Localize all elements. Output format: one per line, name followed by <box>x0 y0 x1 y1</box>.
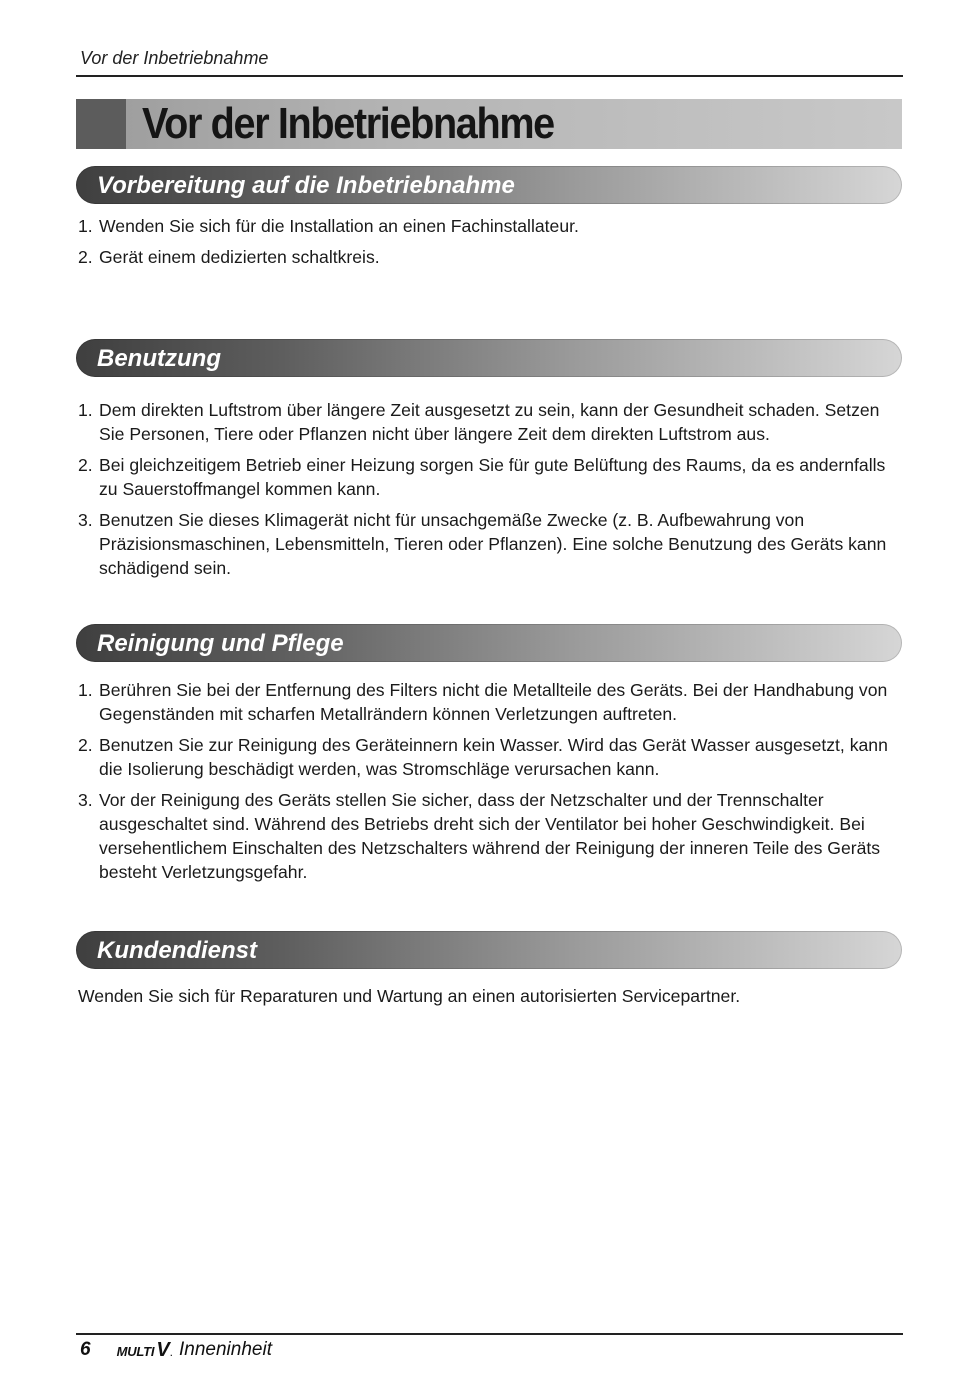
item-text: Gerät einem dedizierten schaltkreis. <box>99 247 380 267</box>
list-item <box>78 214 904 238</box>
item-number: 2. <box>78 735 93 755</box>
item-text: Benutzen Sie zur Reinigung des Geräteinnern kein Wasser. Wird das Gerät Wasser ausgesetzt, kann die Isolierung beschädigt werden, was Stromschläge verursachen kann. <box>99 735 888 779</box>
item-text: Wenden Sie sich für die Installation an einen Fachinstallateur. <box>99 216 579 236</box>
item-text: Benutzen Sie dieses Klimagerät nicht für unsachgemäße Zwecke (z. B. Aufbewahrung von Präzisionsmaschinen, Lebensmitteln, Tieren oder Pflanzen). Eine solche Benutzung des Geräts kann schädigend sein. <box>99 510 887 578</box>
footer <box>80 1338 272 1362</box>
item-number: 3. <box>78 790 93 810</box>
section-title: Vorbereitung auf die Inbetriebnahme <box>97 172 515 199</box>
footer-rule <box>76 1333 903 1335</box>
list-item <box>78 733 904 781</box>
page-title: Vor der Inbetriebnahme <box>142 99 554 148</box>
list-item <box>78 398 904 446</box>
section-header-benutzung <box>76 339 902 377</box>
list-item <box>78 788 904 884</box>
item-number: 2. <box>78 247 93 267</box>
page-number: 6 <box>80 1339 91 1360</box>
multi-v-logo <box>117 1340 173 1360</box>
list-item <box>78 678 904 726</box>
item-number: 3. <box>78 510 93 530</box>
item-number: 1. <box>78 680 93 700</box>
logo-multi-text: MULTI <box>116 1344 155 1359</box>
section-title: Reinigung und Pflege <box>97 630 344 657</box>
item-text: Vor der Reinigung des Geräts stellen Sie sicher, dass der Netzschalter und der Trennschalter ausgeschaltet sind. Während des Betriebs dreht sich der Ventilator bei hoher Geschwindigkeit. Bei versehentlichem Einschalten des Netzschalters während der Reinigung der inneren Teile des Geräts besteht Verletzungsgefahr. <box>99 790 881 882</box>
section-header-vorbereitung <box>76 166 902 204</box>
list-vorbereitung <box>78 214 904 276</box>
item-number: 1. <box>78 400 93 420</box>
kundendienst-paragraph: Wenden Sie sich für Reparaturen und Wartung an einen autorisierten Servicepartner. <box>78 986 741 1006</box>
list-item <box>78 453 904 501</box>
list-reinigung <box>78 678 904 891</box>
item-text: Berühren Sie bei der Entfernung des Filters nicht die Metallteile des Geräts. Bei der Handhabung von Gegenständen mit scharfen Metallrändern können Verletzungen auftreten. <box>99 680 888 724</box>
title-accent-block <box>76 99 126 149</box>
section-header-reinigung <box>76 624 902 662</box>
list-item <box>78 245 904 269</box>
running-head: Vor der Inbetriebnahme <box>80 48 269 68</box>
item-text: Bei gleichzeitigem Betrieb einer Heizung sorgen Sie für gute Belüftung des Raums, da es andernfalls zu Sauerstoffmangel kommen kann. <box>99 455 886 499</box>
title-bar <box>76 99 902 149</box>
item-number: 2. <box>78 455 93 475</box>
list-item <box>78 508 904 580</box>
logo-v-text: V <box>156 1339 170 1361</box>
section-title: Benutzung <box>97 345 221 372</box>
item-number: 1. <box>78 216 93 236</box>
section-header-kundendienst <box>76 931 902 969</box>
header-rule <box>76 75 903 77</box>
footer-label: Inneninheit <box>179 1339 272 1360</box>
list-benutzung <box>78 398 904 587</box>
item-text: Dem direkten Luftstrom über längere Zeit ausgesetzt zu sein, kann der Gesundheit schaden. Setzen Sie Personen, Tiere oder Pflanzen nicht über längere Zeit dem direkten Luftstrom aus. <box>99 400 880 444</box>
section-title: Kundendienst <box>97 937 257 964</box>
logo-dot: . <box>169 1345 174 1359</box>
